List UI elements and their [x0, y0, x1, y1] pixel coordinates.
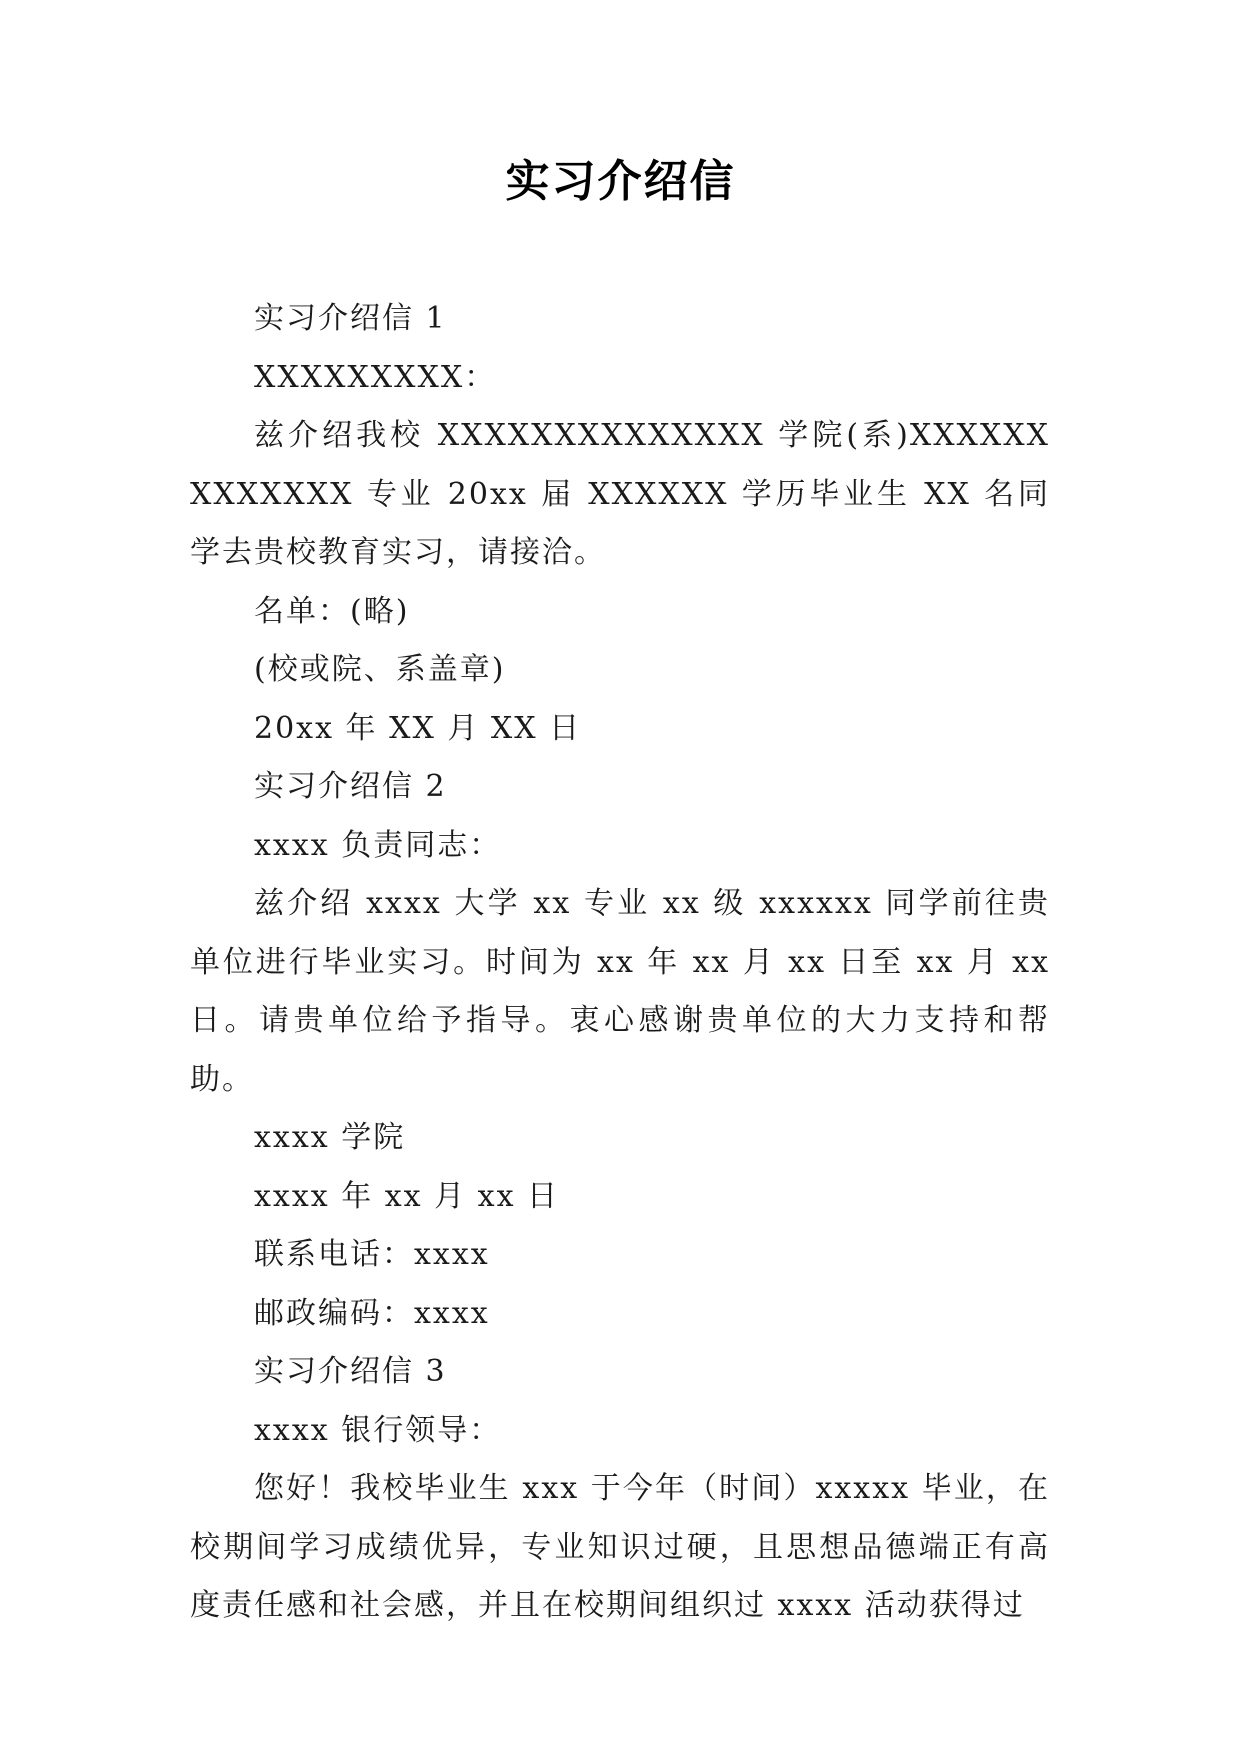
document-body: [190, 290, 1050, 1636]
letter-2-college: xxxx 学院: [254, 1120, 406, 1155]
letter-1-namelist: 名单：(略): [254, 593, 410, 629]
letter-1-seal: (校或院、系盖章): [254, 652, 506, 687]
letter-3-salutation: xxxx 银行领导：: [254, 1412, 502, 1448]
letter-2-salutation: xxxx 负责同志：: [254, 827, 502, 863]
document-title: 实习介绍信: [505, 156, 736, 207]
letter-1-salutation: XXXXXXXXX：: [254, 359, 497, 395]
letter-3-heading: 实习介绍信 3: [254, 1354, 447, 1389]
letter-2-phone: 联系电话：xxxx: [254, 1237, 490, 1272]
letter-2-date: xxxx 年 xx 月 xx 日: [254, 1178, 560, 1214]
letter-3-body: 您好！我校毕业生 xxx 于今年（时间）xxxxx 毕业，在校期间学习成绩优异，专业知识过硬，且思想品德端正有高度责任感和社会感，并且在校期间组织过 xxxx 活动获得过: [190, 1471, 1050, 1623]
letter-2-heading: 实习介绍信 2: [254, 769, 447, 804]
letter-1-heading: 实习介绍信 1: [254, 301, 447, 336]
letter-2-postcode: 邮政编码：xxxx: [254, 1295, 490, 1331]
letter-2-body: 兹介绍 xxxx 大学 xx 专业 xx 级 xxxxxx 同学前往贵单位进行毕业实习。时间为 xx 年 xx 月 xx 日至 xx 月 xx 日。请贵单位给予指导。衷心感谢贵单位的大力支持和帮助。: [190, 886, 1050, 1097]
letter-1-body: 兹介绍我校 XXXXXXXXXXXXXX 学院(系)XXXXXXXXXXXXX 专业 20xx 届 XXXXXX 学历毕业生 XX 名同学去贵校教育实习，请接洽。: [190, 418, 1050, 570]
letter-1-date: 20xx 年 XX 月 XX 日: [254, 710, 582, 746]
